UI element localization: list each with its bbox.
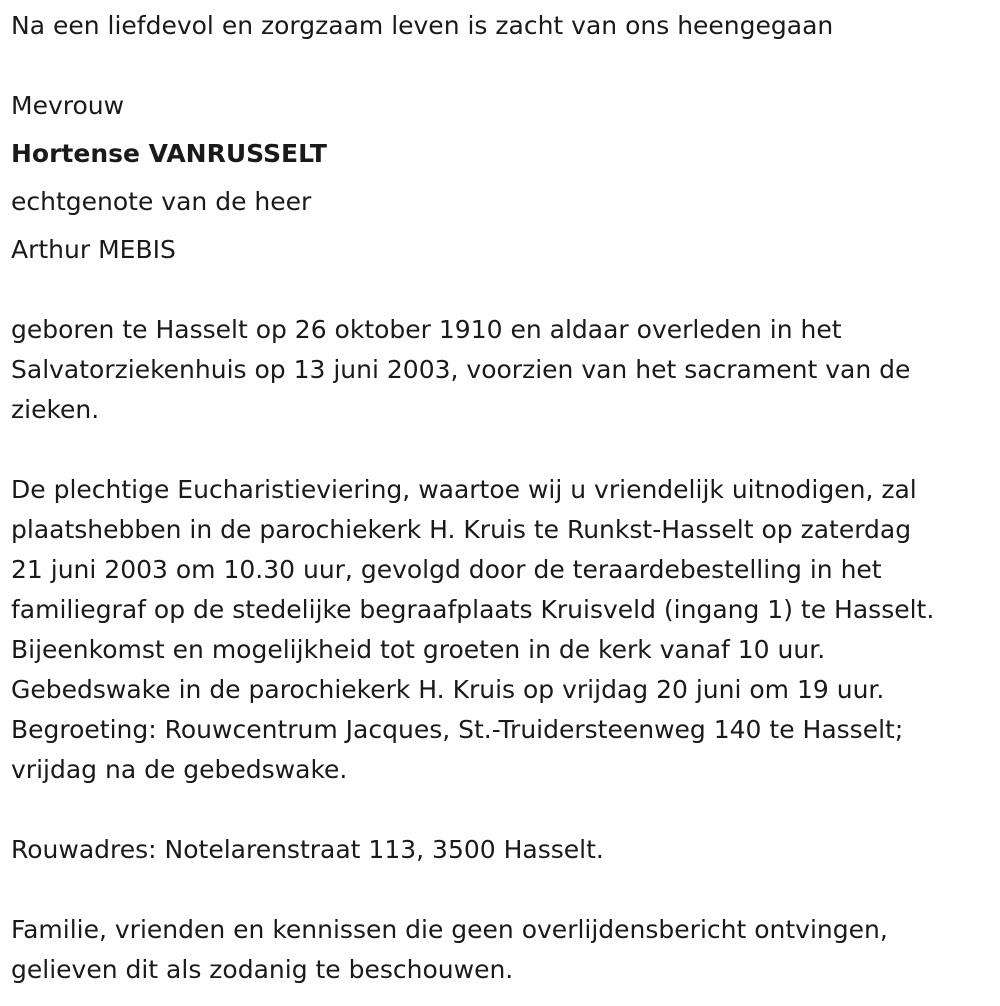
closing-paragraph xyxy=(11,910,888,990)
closing-line: Familie, vrienden en kennissen die geen overlijdensbericht ontvingen, xyxy=(11,915,888,944)
mourning-address: Rouwadres: Notelarenstraat 113, 3500 Hasselt. xyxy=(11,835,604,864)
service-line: Begroeting: Rouwcentrum Jacques, St.-Truidersteenweg 140 te Hasselt; xyxy=(11,715,904,744)
service-line: plaatshebben in de parochiekerk H. Kruis te Runkst-Hasselt op zaterdag xyxy=(11,515,912,544)
deceased-name: Hortense VANRUSSELT xyxy=(11,139,327,168)
title-text: Mevrouw xyxy=(11,91,125,120)
service-line: Gebedswake in de parochiekerk H. Kruis op vrijdag 20 juni om 19 uur. xyxy=(11,675,885,704)
service-line: De plechtige Eucharistieviering, waartoe wij u vriendelijk uitnodigen, zal xyxy=(11,475,917,504)
service-line: familiegraf op de stedelijke begraafplaats Kruisveld (ingang 1) te Hasselt. xyxy=(11,595,935,624)
spouse-relation: echtgenote van de heer xyxy=(11,187,312,216)
closing-line: gelieven dit als zodanig te beschouwen. xyxy=(11,955,514,984)
service-line: vrijdag na de gebedswake. xyxy=(11,755,348,784)
birth-line: geboren te Hasselt op 26 oktober 1910 en aldaar overleden in het xyxy=(11,315,842,344)
spouse-name: Arthur MEBIS xyxy=(11,235,176,264)
service-paragraph xyxy=(11,470,934,790)
birth-line: zieken. xyxy=(11,395,100,424)
service-line: 21 juni 2003 om 10.30 uur, gevolgd door de teraardebestelling in het xyxy=(11,555,882,584)
intro-text: Na een liefdevol en zorgzaam leven is zacht van ons heengegaan xyxy=(11,11,834,40)
birth-death-paragraph xyxy=(11,310,910,430)
service-line: Bijeenkomst en mogelijkheid tot groeten in de kerk vanaf 10 uur. xyxy=(11,635,826,664)
birth-line: Salvatorziekenhuis op 13 juni 2003, voorzien van het sacrament van de xyxy=(11,355,911,384)
